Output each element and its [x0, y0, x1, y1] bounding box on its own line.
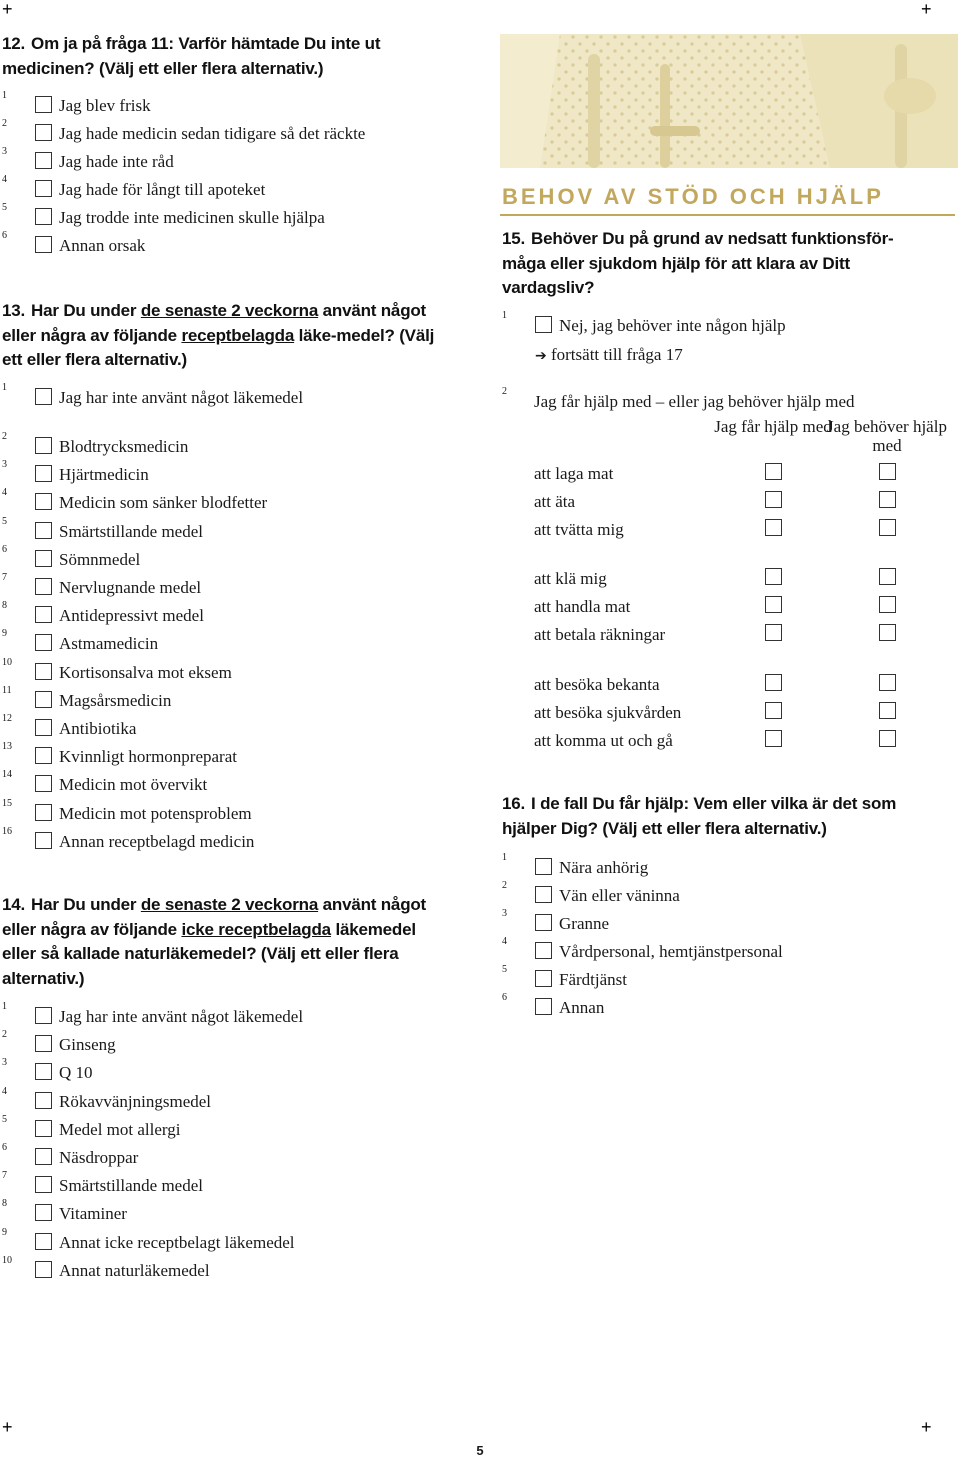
option-number: 6 [2, 543, 7, 555]
get-help-checkbox[interactable] [765, 702, 782, 719]
option-label: Jag får hjälp med – eller jag behöver hjälp med [534, 392, 855, 411]
get-help-checkbox[interactable] [765, 596, 782, 613]
need-help-checkbox[interactable] [879, 596, 896, 613]
option-label: Medicin mot potensproblem [59, 803, 252, 823]
option-label: Hjärtmedicin [59, 465, 149, 485]
option-number: 6 [502, 992, 507, 1003]
question-text: Behöver Du på grund av nedsatt funktionsför-måga eller sjukdom hjälp för att klara av Ditt vardagsliv? [502, 229, 894, 297]
option-number: 8 [2, 1198, 7, 1210]
registration-mark-top-left: + [2, 0, 13, 19]
option-number: 16 [2, 825, 12, 837]
column-header-need-help: Jag behöver hjälp med [827, 417, 947, 455]
question-text-emphasis: icke receptbelagda [181, 919, 331, 939]
checkbox[interactable] [35, 236, 52, 253]
q13-option[interactable] [2, 600, 422, 628]
question-13 [2, 299, 450, 373]
checkbox[interactable] [35, 719, 52, 736]
need-help-checkbox[interactable] [879, 519, 896, 536]
q14-option[interactable] [2, 1001, 422, 1029]
option-number: 10 [2, 656, 12, 668]
get-help-checkbox[interactable] [765, 674, 782, 691]
option-label: Jag hade medicin sedan tidigare så det räckte [59, 124, 366, 143]
option-label: Astmamedicin [59, 634, 159, 654]
need-help-checkbox[interactable] [879, 491, 896, 508]
checkbox[interactable] [35, 152, 52, 169]
checkbox[interactable] [35, 1204, 52, 1221]
activity-label: att tvätta mig [534, 520, 624, 539]
checkbox[interactable] [35, 1007, 52, 1024]
section-photo [500, 34, 958, 168]
option-label: Blodtrycksmedicin [59, 437, 189, 456]
q13-option[interactable] [2, 431, 422, 459]
option-label: Jag blev frisk [59, 96, 151, 115]
option-number: 2 [2, 431, 7, 442]
q14-option[interactable] [2, 1085, 422, 1114]
option-number: 5 [2, 1113, 7, 1125]
checkbox[interactable] [35, 804, 52, 821]
skip-text: fortsätt till fråga 17 [550, 345, 683, 364]
question-text-part: läkemedel eller så kallade naturläkemedel? (Välj ett eller flera alternativ.) [2, 919, 416, 988]
checkbox[interactable] [35, 437, 52, 454]
option-number: 3 [502, 908, 507, 919]
question-number: 16. [502, 794, 526, 813]
need-help-checkbox[interactable] [879, 674, 896, 691]
q12-option[interactable] [2, 118, 422, 146]
checkbox[interactable] [35, 124, 52, 141]
option-number: 12 [2, 713, 12, 724]
page-number: 5 [476, 1443, 484, 1458]
checkbox[interactable] [35, 832, 52, 849]
q15-option-2 [502, 386, 942, 414]
q14-option[interactable] [2, 1113, 422, 1142]
activity-label: att komma ut och gå [534, 731, 673, 750]
option-number: 7 [2, 572, 7, 583]
checkbox[interactable] [35, 388, 52, 405]
option-label: Nära anhörig [559, 858, 649, 877]
registration-mark-bottom-right: + [921, 1417, 932, 1437]
option-number: 1 [502, 310, 507, 321]
option-number: 2 [502, 880, 507, 891]
activity-label: att äta [534, 492, 576, 511]
registration-mark-bottom-left: + [2, 1417, 13, 1437]
option-number: 4 [502, 936, 507, 947]
question-text-part: Har Du under [31, 301, 141, 320]
checkbox[interactable] [35, 606, 52, 623]
question-text-part: använt något eller några av följande [2, 301, 427, 345]
option-label: Granne [559, 914, 610, 933]
option-number: 5 [502, 964, 507, 975]
checkbox[interactable] [35, 747, 52, 764]
registration-mark-top-right: + [921, 0, 932, 19]
need-help-checkbox[interactable] [879, 730, 896, 747]
q16-option[interactable] [502, 908, 922, 936]
option-number: 1 [2, 1001, 7, 1012]
q13-option[interactable] [2, 656, 422, 685]
option-label: Jag har inte använt något läkemedel [59, 1007, 304, 1026]
get-help-checkbox[interactable] [765, 463, 782, 480]
option-label: Smärtstillande medel [59, 521, 203, 541]
checkbox[interactable] [35, 208, 52, 225]
q13-option[interactable] [2, 459, 422, 487]
checkbox[interactable] [535, 316, 552, 333]
checkbox[interactable] [535, 942, 552, 959]
q14-option[interactable] [2, 1142, 422, 1170]
option-label: Ginseng [59, 1035, 116, 1055]
q16-option[interactable] [502, 880, 922, 908]
q13-option[interactable] [2, 713, 422, 741]
option-number: 7 [2, 1170, 7, 1182]
option-label: Jag trodde inte medicinen skulle hjälpa [59, 208, 325, 227]
checkbox[interactable] [535, 998, 552, 1015]
option-label: Näsdroppar [59, 1148, 139, 1167]
question-15 [502, 227, 922, 301]
q13-option[interactable] [2, 382, 422, 410]
question-text-emphasis: de senaste 2 veckorna [140, 301, 319, 320]
option-label: Jag hade för långt till apoteket [59, 180, 266, 199]
question-14 [2, 893, 450, 991]
option-number: 2 [2, 1029, 7, 1041]
option-label: Annat icke receptbelagt läkemedel [59, 1232, 295, 1252]
q14-option[interactable] [2, 1057, 422, 1085]
checkbox[interactable] [35, 465, 52, 482]
checkbox[interactable] [35, 663, 52, 680]
checkbox[interactable] [535, 858, 552, 875]
option-label: Kortisonsalva mot eksem [59, 662, 232, 682]
checkbox[interactable] [35, 775, 52, 792]
checkbox[interactable] [35, 493, 52, 510]
q13-option[interactable] [2, 684, 422, 713]
column-header-get-help: Jag får hjälp med [714, 417, 832, 436]
option-number: 4 [2, 174, 7, 185]
option-label: Vän eller väninna [559, 886, 680, 905]
need-help-checkbox[interactable] [879, 568, 896, 585]
activity-label: att laga mat [534, 464, 614, 483]
option-label: Medel mot allergi [59, 1119, 181, 1139]
activity-label: att betala räkningar [534, 625, 666, 644]
option-number: 1 [2, 90, 7, 101]
question-text-part: använt något eller några av följande [2, 895, 427, 939]
q14-option[interactable] [2, 1029, 422, 1057]
option-label: Magsårsmedicin [59, 690, 172, 710]
checkbox[interactable] [35, 1261, 52, 1278]
checkbox[interactable] [35, 180, 52, 197]
q13-option[interactable] [2, 628, 422, 656]
question-number: 12. [2, 34, 26, 53]
checkbox[interactable] [35, 96, 52, 113]
option-label: Medicin som sänker blodfetter [59, 493, 268, 513]
q14-option[interactable] [2, 1170, 422, 1198]
q12-option[interactable] [2, 202, 422, 230]
option-number: 9 [2, 1226, 7, 1238]
get-help-checkbox[interactable] [765, 624, 782, 641]
q13-option[interactable] [2, 825, 422, 854]
option-number: 8 [2, 600, 7, 612]
question-12 [2, 32, 422, 81]
checkbox[interactable] [35, 578, 52, 595]
q16-option[interactable] [502, 964, 922, 992]
get-help-checkbox[interactable] [765, 519, 782, 536]
arrow-right-icon: ➔ [535, 348, 547, 364]
activity-label: att besöka sjukvården [534, 703, 682, 722]
q16-option[interactable] [502, 936, 922, 964]
option-number: 9 [2, 628, 7, 640]
activity-label: att klä mig [534, 569, 607, 588]
checkbox[interactable] [35, 1063, 52, 1080]
option-label: Rökavvänjningsmedel [59, 1091, 212, 1111]
option-label: Annat naturläkemedel [59, 1260, 210, 1280]
option-number: 6 [2, 230, 7, 241]
option-number: 4 [2, 1085, 7, 1097]
checkbox[interactable] [35, 1035, 52, 1052]
q15-option-1[interactable] [502, 310, 922, 338]
q14-option[interactable] [2, 1226, 422, 1255]
option-label: Jag har inte använt något läkemedel [59, 388, 304, 407]
question-text: I de fall Du får hjälp: Vem eller vilka är det som hjälper Dig? (Välj ett eller flera alternativ.) [502, 794, 897, 838]
question-number: 13. [2, 301, 26, 320]
option-label: Jag hade inte råd [59, 152, 174, 171]
q13-option[interactable] [2, 797, 422, 826]
option-label: Nej, jag behöver inte någon hjälp [559, 316, 786, 335]
option-label: Nervlugnande medel [59, 578, 202, 597]
q12-option[interactable] [2, 90, 422, 118]
option-label: Antibiotika [59, 719, 137, 738]
checkbox[interactable] [35, 1120, 52, 1137]
option-label: Vitaminer [59, 1204, 127, 1224]
option-number: 1 [2, 382, 7, 393]
q13-option[interactable] [2, 741, 422, 769]
option-number: 5 [2, 202, 7, 213]
activity-label: att besöka bekanta [534, 675, 660, 694]
checkbox[interactable] [35, 634, 52, 651]
q16-option[interactable] [502, 992, 922, 1020]
need-help-checkbox[interactable] [879, 624, 896, 641]
option-label: Antidepressivt medel [59, 606, 204, 626]
q13-option[interactable] [2, 572, 422, 600]
question-16 [502, 792, 932, 841]
question-number: 15. [502, 229, 526, 248]
option-number: 2 [502, 386, 507, 397]
q12-option[interactable] [2, 174, 422, 202]
checkbox[interactable] [535, 914, 552, 931]
option-label: Annan receptbelagd medicin [59, 831, 255, 851]
option-number: 2 [2, 118, 7, 129]
question-text-part: läke-medel? (Välj ett eller flera alternativ.) [2, 325, 435, 369]
q12-option[interactable] [2, 146, 422, 174]
option-label: Färdtjänst [559, 970, 627, 989]
q12-option[interactable] [2, 230, 422, 258]
option-label: Annan [559, 998, 605, 1017]
option-label: Medicin mot övervikt [59, 775, 208, 795]
option-label: Annan orsak [59, 236, 146, 255]
q16-option[interactable] [502, 852, 922, 880]
checkbox[interactable] [35, 1092, 52, 1109]
checkbox[interactable] [535, 970, 552, 987]
option-label: Smärtstillande medel [59, 1176, 203, 1196]
checkbox[interactable] [35, 1148, 52, 1165]
question-text: Om ja på fråga 11: Varför hämtade Du inte ut medicinen? (Välj ett eller flera alternativ.) [2, 34, 381, 78]
option-number: 4 [2, 487, 7, 499]
activity-label: att handla mat [534, 597, 631, 616]
option-number: 3 [2, 459, 7, 471]
checkbox[interactable] [535, 886, 552, 903]
option-label: Vårdpersonal, hemtjänstpersonal [559, 942, 783, 961]
section-divider [500, 214, 955, 216]
question-text-emphasis: receptbelagda [181, 325, 295, 345]
option-label: Sömnmedel [59, 549, 141, 569]
q14-option[interactable] [2, 1254, 422, 1283]
q13-option[interactable] [2, 543, 422, 572]
q13-option[interactable] [2, 515, 422, 544]
option-number: 14 [2, 769, 12, 781]
option-number: 3 [2, 146, 7, 157]
need-help-checkbox[interactable] [879, 702, 896, 719]
q14-option[interactable] [2, 1198, 422, 1226]
option-number: 6 [2, 1142, 7, 1153]
option-number: 11 [2, 684, 12, 696]
skip-instruction [535, 344, 683, 367]
question-text-emphasis: de senaste 2 veckorna [140, 895, 319, 914]
option-number: 10 [2, 1254, 12, 1266]
checkbox[interactable] [35, 550, 52, 567]
question-number: 14. [2, 895, 26, 914]
get-help-checkbox[interactable] [765, 491, 782, 508]
option-number: 15 [2, 797, 12, 809]
checkbox[interactable] [35, 1233, 52, 1250]
need-help-checkbox[interactable] [879, 463, 896, 480]
get-help-checkbox[interactable] [765, 730, 782, 747]
option-label: Kvinnligt hormonpreparat [59, 747, 237, 767]
option-number: 13 [2, 741, 12, 753]
option-number: 3 [2, 1057, 7, 1069]
question-text-part: Har Du under [31, 895, 141, 914]
checkbox[interactable] [35, 522, 52, 539]
q13-option[interactable] [2, 769, 422, 797]
get-help-checkbox[interactable] [765, 568, 782, 585]
option-label: Q 10 [59, 1063, 93, 1083]
section-title: BEHOV AV STÖD OCH HJÄLP [502, 184, 884, 209]
checkbox[interactable] [35, 1176, 52, 1193]
checkbox[interactable] [35, 691, 52, 708]
walker-photo-illustration [500, 34, 958, 168]
q13-option[interactable] [2, 487, 422, 515]
option-number: 1 [502, 852, 507, 863]
option-number: 5 [2, 515, 7, 527]
